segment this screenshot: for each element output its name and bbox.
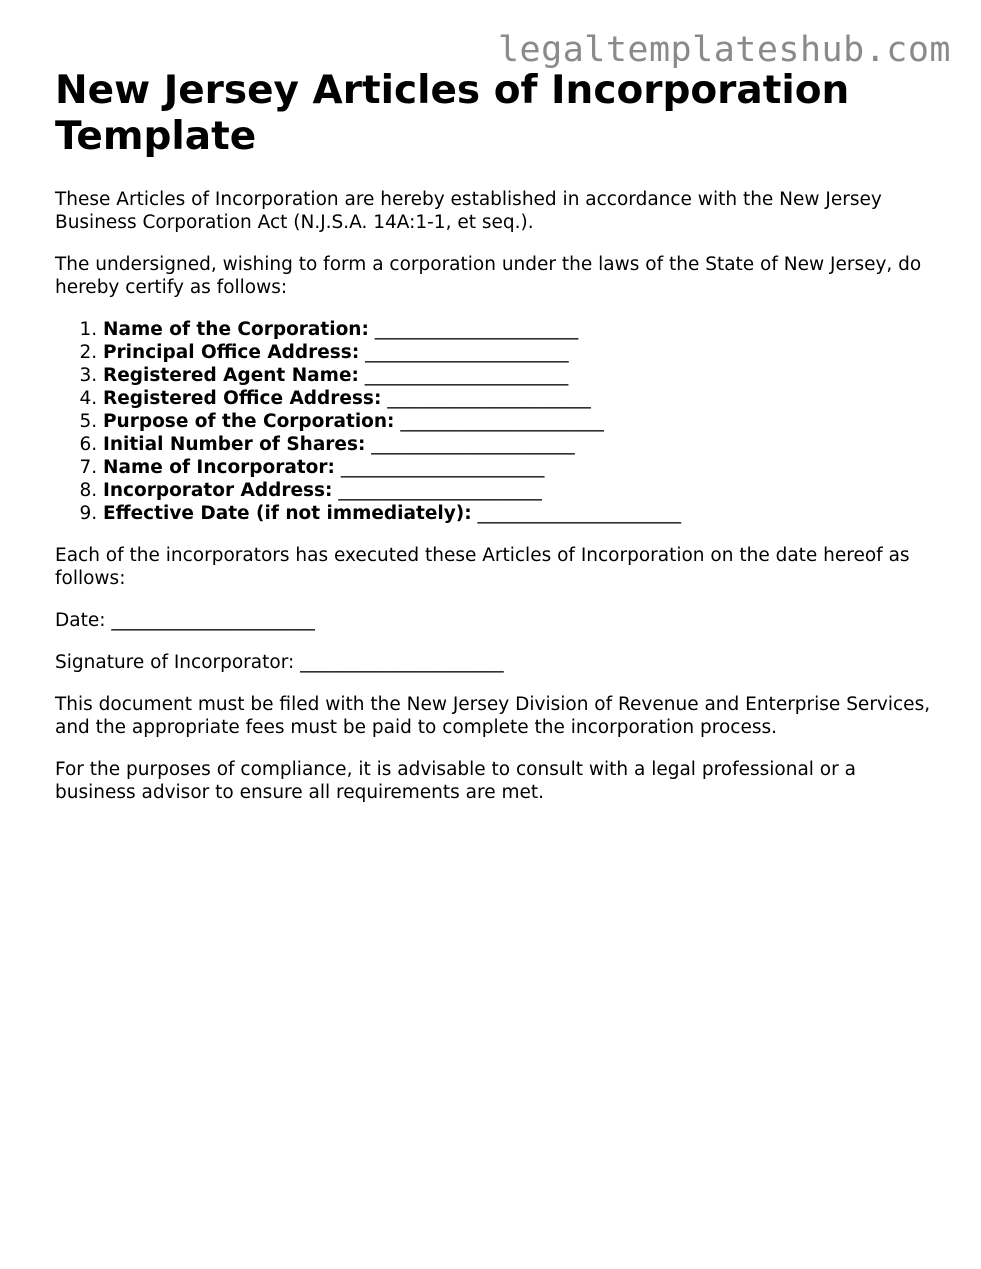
list-item xyxy=(103,364,935,387)
list-item xyxy=(103,479,935,502)
field-blank: ______________________ xyxy=(387,388,591,409)
articles-list xyxy=(55,318,935,525)
field-blank: ______________________ xyxy=(477,503,682,524)
field-blank: ______________________ xyxy=(338,480,542,501)
list-item xyxy=(103,341,935,364)
field-label: Name of Incorporator: xyxy=(103,457,335,478)
list-item xyxy=(103,387,935,410)
executed-paragraph: Each of the incorporators has executed these Articles of Incorporation on the date hereof as follows: xyxy=(55,545,910,589)
field-label: Registered Agent Name: xyxy=(103,365,359,386)
field-blank: ______________________ xyxy=(371,434,575,455)
field-label: Principal Office Address: xyxy=(103,342,360,363)
watermark-text: legaltemplateshub.com xyxy=(497,30,951,70)
field-blank: ______________________ xyxy=(364,365,569,386)
field-label: Effective Date (if not immediately): xyxy=(103,503,472,524)
field-blank: ______________________ xyxy=(400,411,604,432)
field-blank: ______________________ xyxy=(374,319,579,340)
compliance-note: For the purposes of compliance, it is advisable to consult with a legal professional or a business advisor to ensure all requirements are met. xyxy=(55,759,856,803)
list-item xyxy=(103,456,935,479)
date-line: Date: ______________________ xyxy=(55,610,315,631)
signature-line: Signature of Incorporator: ______________________ xyxy=(55,652,504,673)
list-item xyxy=(103,318,935,341)
field-label: Name of the Corporation: xyxy=(103,319,369,340)
list-item xyxy=(103,502,935,525)
document-page xyxy=(55,68,935,823)
list-item xyxy=(103,410,935,433)
field-blank: ______________________ xyxy=(365,342,569,363)
filing-note: This document must be filed with the New Jersey Division of Revenue and Enterprise Services, and the appropriate fees must be paid to complete the incorporation process. xyxy=(55,694,931,738)
document-title: New Jersey Articles of Incorporation Template xyxy=(55,68,850,159)
field-label: Initial Number of Shares: xyxy=(103,434,366,455)
field-blank: ______________________ xyxy=(340,457,545,478)
field-label: Purpose of the Corporation: xyxy=(103,411,395,432)
field-label: Incorporator Address: xyxy=(103,480,333,501)
field-label: Registered Office Address: xyxy=(103,388,382,409)
intro-paragraph: These Articles of Incorporation are hereby established in accordance with the New Jersey Business Corporation Act (N.J.S.A. 14A:1-1, et seq.). xyxy=(55,189,882,233)
certify-paragraph: The undersigned, wishing to form a corporation under the laws of the State of New Jersey, do hereby certify as follows: xyxy=(55,254,922,298)
list-item xyxy=(103,433,935,456)
